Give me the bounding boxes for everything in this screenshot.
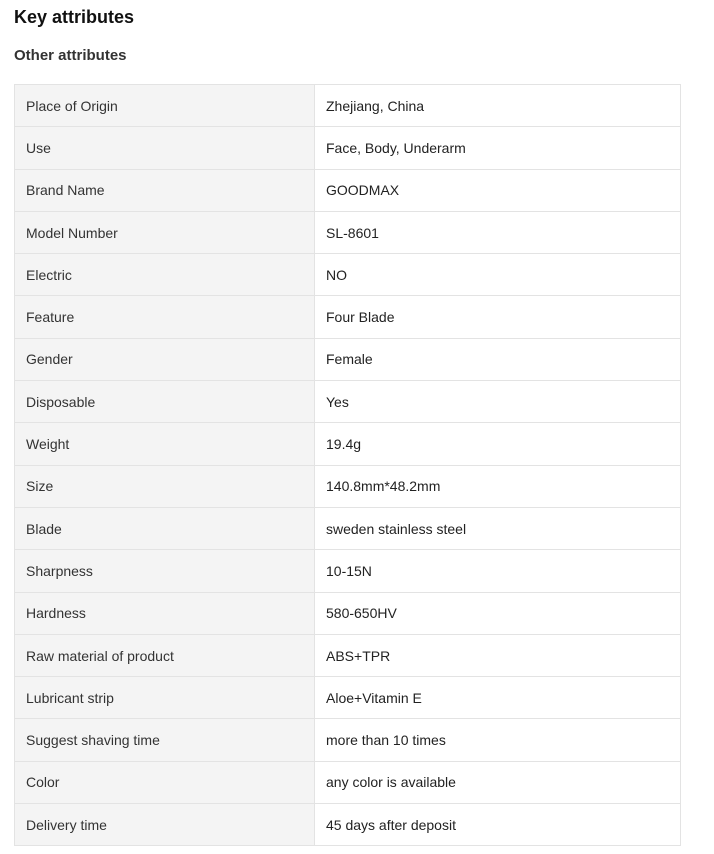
table-row xyxy=(15,85,681,127)
attribute-name: Suggest shaving time xyxy=(15,719,315,761)
table-row xyxy=(15,254,681,296)
section-subtitle: Other attributes xyxy=(14,47,127,64)
table-row xyxy=(15,211,681,253)
table-row xyxy=(15,592,681,634)
attribute-value: Female xyxy=(315,338,681,380)
attribute-name: Size xyxy=(15,465,315,507)
attribute-name: Sharpness xyxy=(15,550,315,592)
attribute-value: more than 10 times xyxy=(315,719,681,761)
attribute-value: 19.4g xyxy=(315,423,681,465)
attribute-value: 580-650HV xyxy=(315,592,681,634)
attribute-name: Brand Name xyxy=(15,169,315,211)
attribute-name: Use xyxy=(15,127,315,169)
table-row xyxy=(15,634,681,676)
attribute-name: Weight xyxy=(15,423,315,465)
attribute-name: Gender xyxy=(15,338,315,380)
table-row xyxy=(15,465,681,507)
attribute-value: 45 days after deposit xyxy=(315,804,681,846)
attribute-value: ABS+TPR xyxy=(315,634,681,676)
table-row xyxy=(15,127,681,169)
attribute-value: 140.8mm*48.2mm xyxy=(315,465,681,507)
attribute-name: Lubricant strip xyxy=(15,677,315,719)
attribute-name: Blade xyxy=(15,507,315,549)
table-row xyxy=(15,677,681,719)
attribute-value: GOODMAX xyxy=(315,169,681,211)
attribute-value: Yes xyxy=(315,381,681,423)
attribute-value: sweden stainless steel xyxy=(315,507,681,549)
attribute-value: NO xyxy=(315,254,681,296)
attribute-name: Raw material of product xyxy=(15,634,315,676)
table-row xyxy=(15,761,681,803)
table-row xyxy=(15,381,681,423)
attribute-value: Zhejiang, China xyxy=(315,85,681,127)
attribute-name: Color xyxy=(15,761,315,803)
attributes-table-body xyxy=(15,85,681,846)
table-row xyxy=(15,719,681,761)
attribute-name: Electric xyxy=(15,254,315,296)
table-row xyxy=(15,338,681,380)
attribute-value: Four Blade xyxy=(315,296,681,338)
attribute-name: Place of Origin xyxy=(15,85,315,127)
attribute-value: any color is available xyxy=(315,761,681,803)
table-row xyxy=(15,507,681,549)
table-row xyxy=(15,804,681,846)
attribute-value: 10-15N xyxy=(315,550,681,592)
attribute-name: Hardness xyxy=(15,592,315,634)
attribute-value: SL-8601 xyxy=(315,211,681,253)
attribute-name: Delivery time xyxy=(15,804,315,846)
attribute-name: Model Number xyxy=(15,211,315,253)
attribute-name: Feature xyxy=(15,296,315,338)
attribute-value: Face, Body, Underarm xyxy=(315,127,681,169)
attribute-name: Disposable xyxy=(15,381,315,423)
attributes-table xyxy=(14,84,681,846)
section-title: Key attributes xyxy=(14,7,135,27)
table-row xyxy=(15,550,681,592)
table-row xyxy=(15,423,681,465)
attribute-value: Aloe+Vitamin E xyxy=(315,677,681,719)
table-row xyxy=(15,169,681,211)
table-row xyxy=(15,296,681,338)
